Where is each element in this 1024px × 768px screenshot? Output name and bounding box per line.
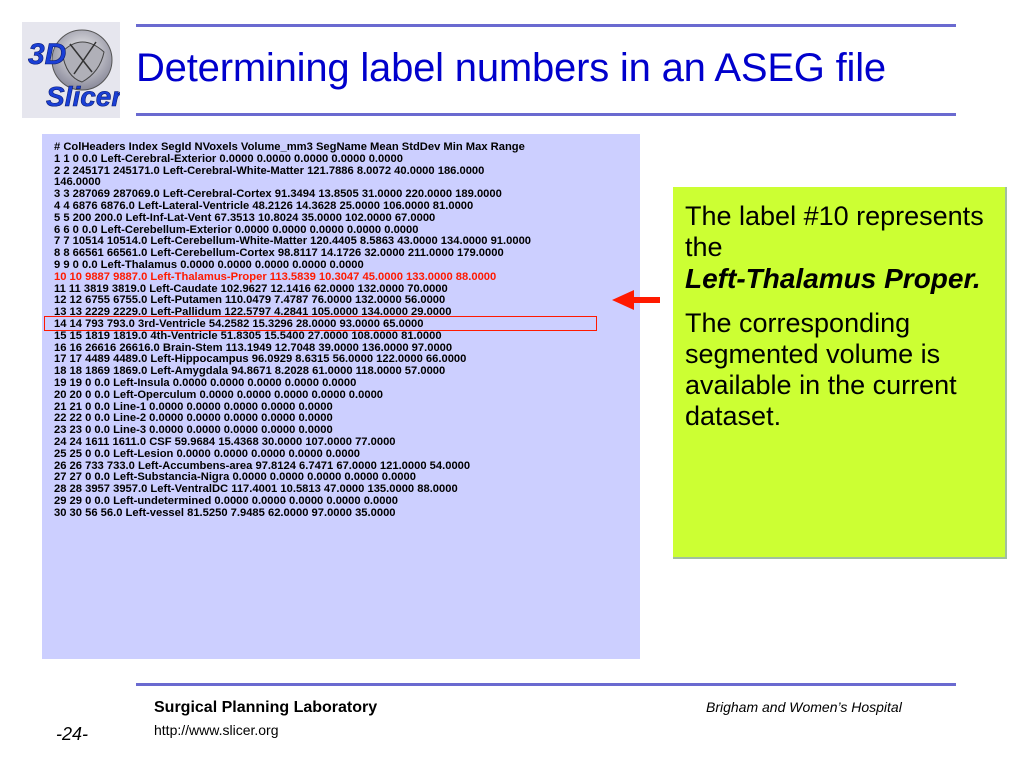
aseg-line: 6 6 0 0.0 Left-Cerebellum-Exterior 0.0000 0.0000 0.0000 0.0000 0.0000 bbox=[54, 223, 419, 236]
aseg-line: 7 7 10514 10514.0 Left-Cerebellum-White-Matter 120.4405 8.5863 43.0000 134.0000 91.0000 bbox=[54, 235, 532, 248]
aseg-line: 24 24 1611 1611.0 CSF 59.9684 15.4368 30.0000 107.0000 77.0000 bbox=[54, 435, 396, 448]
aseg-line: 21 21 0 0.0 Line-1 0.0000 0.0000 0.0000 0.0000 0.0000 bbox=[54, 400, 333, 413]
aseg-line: 2 2 245171 245171.0 Left-Cerebral-White-Matter 121.7886 8.0072 40.0000 186.0000 bbox=[54, 164, 485, 177]
aseg-line: 9 9 0 0.0 Left-Thalamus 0.0000 0.0000 0.0000 0.0000 0.0000 bbox=[54, 258, 364, 271]
highlight-outline-box bbox=[44, 316, 597, 331]
aseg-line: 22 22 0 0.0 Line-2 0.0000 0.0000 0.0000 0.0000 0.0000 bbox=[54, 412, 333, 425]
aseg-line: 12 12 6755 6755.0 Left-Putamen 110.0479 7.4787 76.0000 132.0000 56.0000 bbox=[54, 294, 446, 307]
left-arrow-icon bbox=[612, 290, 666, 310]
aseg-line: 19 19 0 0.0 Left-Insula 0.0000 0.0000 0.0000 0.0000 0.0000 bbox=[54, 376, 357, 389]
aseg-line: 14 14 793 793.0 3rd-Ventricle 54.2582 15.3296 28.0000 93.0000 65.0000 bbox=[54, 317, 424, 330]
aseg-line: 27 27 0 0.0 Left-Substancia-Nigra 0.0000 0.0000 0.0000 0.0000 0.0000 bbox=[54, 471, 416, 484]
aseg-line: 15 15 1819 1819.0 4th-Ventricle 51.8305 15.5400 27.0000 108.0000 81.0000 bbox=[54, 329, 442, 342]
logo-text-slicer: Slicer bbox=[46, 81, 120, 112]
explanation-callout bbox=[673, 187, 1007, 559]
footer-url: http://www.slicer.org bbox=[154, 722, 279, 738]
aseg-line: 5 5 200 200.0 Left-Inf-Lat-Vent 67.3513 10.8024 35.0000 102.0000 67.0000 bbox=[54, 211, 436, 224]
title-divider bbox=[136, 113, 956, 116]
aseg-line: 20 20 0 0.0 Left-Operculum 0.0000 0.0000 0.0000 0.0000 0.0000 bbox=[54, 388, 384, 401]
footer-hospital: Brigham and Women’s Hospital bbox=[706, 699, 902, 715]
aseg-line: 18 18 1869 1869.0 Left-Amygdala 94.8671 8.2028 61.0000 118.0000 57.0000 bbox=[54, 365, 446, 378]
3d-slicer-logo-icon bbox=[22, 22, 120, 118]
aseg-line: 17 17 4489 4489.0 Left-Hippocampus 96.0929 8.6315 56.0000 122.0000 66.0000 bbox=[54, 353, 467, 366]
aseg-line: 4 4 6876 6876.0 Left-Lateral-Ventricle 48.2126 14.3628 25.0000 106.0000 81.0000 bbox=[54, 199, 474, 212]
aseg-line: 8 8 66561 66561.0 Left-Cerebellum-Cortex 98.8117 14.1726 32.0000 211.0000 179.0000 bbox=[54, 247, 504, 260]
explanation-paragraph-2: The corresponding segmented volume is available in the current dataset. bbox=[685, 308, 957, 431]
aseg-line: 25 25 0 0.0 Left-Lesion 0.0000 0.0000 0.0000 0.0000 0.0000 bbox=[54, 447, 361, 460]
aseg-line: 1 1 0 0.0 Left-Cerebral-Exterior 0.0000 0.0000 0.0000 0.0000 0.0000 bbox=[54, 152, 403, 165]
explanation-paragraph-1 bbox=[685, 201, 993, 294]
aseg-line: 26 26 733 733.0 Left-Accumbens-area 97.8124 6.7471 67.0000 121.0000 54.0000 bbox=[54, 459, 471, 472]
aseg-line: 30 30 56 56.0 Left-vessel 81.5250 7.9485 62.0000 97.0000 35.0000 bbox=[54, 506, 396, 519]
aseg-line: 146.0000 bbox=[54, 176, 101, 189]
aseg-stats-listing bbox=[42, 134, 640, 659]
footer-lab-name: Surgical Planning Laboratory bbox=[154, 699, 378, 716]
footer-divider bbox=[136, 683, 956, 686]
top-divider bbox=[136, 24, 956, 27]
page-title: Determining label numbers in an ASEG file bbox=[136, 46, 886, 90]
aseg-line: 23 23 0 0.0 Line-3 0.0000 0.0000 0.0000 0.0000 0.0000 bbox=[54, 424, 333, 437]
explanation-label-name: Left-Thalamus Proper. bbox=[685, 263, 981, 294]
logo-text-3d: 3D bbox=[28, 38, 67, 71]
aseg-line: 29 29 0 0.0 Left-undetermined 0.0000 0.0000 0.0000 0.0000 0.0000 bbox=[54, 494, 398, 507]
page-number: -24- bbox=[56, 724, 89, 744]
explanation-text: The label #10 represents the bbox=[685, 201, 984, 262]
aseg-line: 3 3 287069 287069.0 Left-Cerebral-Cortex 91.3494 13.8505 31.0000 220.0000 189.0000 bbox=[54, 188, 502, 201]
aseg-line-highlighted: 10 10 9887 9887.0 Left-Thalamus-Proper 113.5839 10.3047 45.0000 133.0000 88.0000 bbox=[54, 270, 497, 283]
aseg-line: 13 13 2229 2229.0 Left-Pallidum 122.5797 4.2841 105.0000 134.0000 29.0000 bbox=[54, 306, 452, 319]
aseg-line: 16 16 26616 26616.0 Brain-Stem 113.1949 12.7048 39.0000 136.0000 97.0000 bbox=[54, 341, 453, 354]
aseg-line: # ColHeaders Index SegId NVoxels Volume_mm3 SegName Mean StdDev Min Max Range bbox=[54, 141, 525, 153]
aseg-line: 11 11 3819 3819.0 Left-Caudate 102.9627 12.1416 62.0000 132.0000 70.0000 bbox=[54, 282, 448, 295]
aseg-line: 28 28 3957 3957.0 Left-VentralDC 117.4001 10.5813 47.0000 135.0000 88.0000 bbox=[54, 483, 458, 496]
